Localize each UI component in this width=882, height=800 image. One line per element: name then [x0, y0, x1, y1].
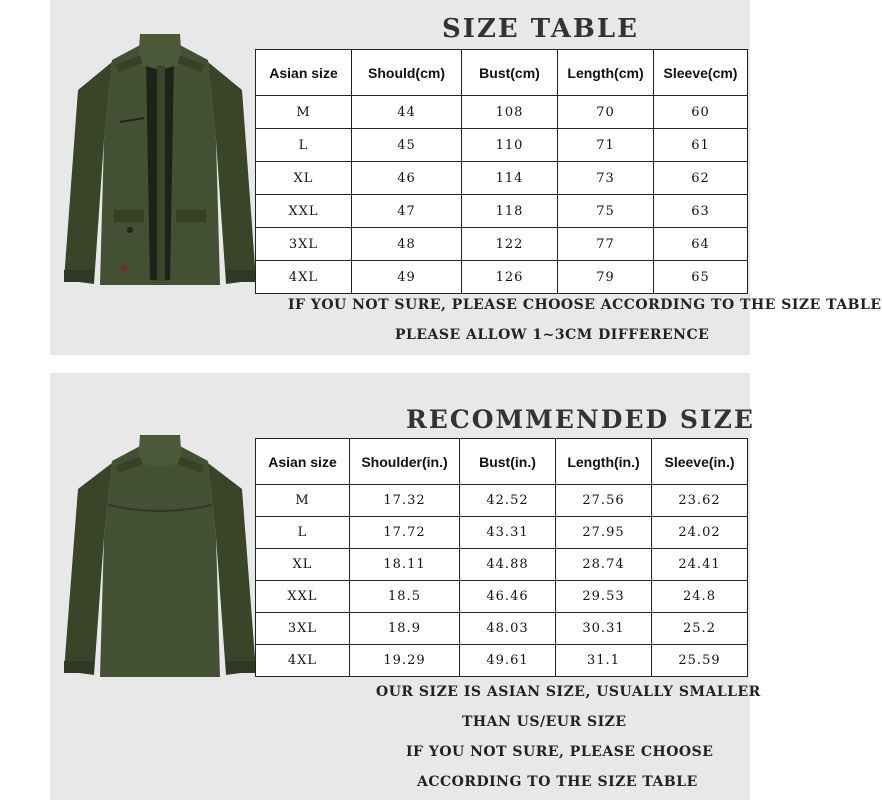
shoulder-cell: 18.9 [350, 613, 460, 645]
sleeve-cell: 25.2 [652, 613, 748, 645]
sleeve-cell: 24.41 [652, 549, 748, 581]
size-cell: XXL [256, 581, 350, 613]
size-cell: M [256, 485, 350, 517]
header-length: Length(cm) [558, 50, 654, 96]
recommended-size-table-in [255, 438, 748, 677]
recommended-note-2: THAN US/EUR SIZE [462, 714, 627, 730]
table-row [256, 517, 748, 549]
size-note-2: PLEASE ALLOW 1~3CM DIFFERENCE [395, 327, 710, 343]
header-bust: Bust(in.) [460, 439, 556, 485]
sleeve-cell: 24.8 [652, 581, 748, 613]
bust-cell: 48.03 [460, 613, 556, 645]
table-row [256, 228, 748, 261]
bust-cell: 46.46 [460, 581, 556, 613]
sleeve-cell: 25.59 [652, 645, 748, 677]
sleeve-cell: 60 [654, 96, 748, 129]
table-row [256, 581, 748, 613]
table-row [256, 485, 748, 517]
size-cell: XL [256, 162, 352, 195]
recommended-note-4: ACCORDING TO THE SIZE TABLE [417, 774, 698, 790]
bust-cell: 44.88 [460, 549, 556, 581]
bust-cell: 118 [462, 195, 558, 228]
size-cell: M [256, 96, 352, 129]
sleeve-cell: 63 [654, 195, 748, 228]
length-cell: 31.1 [556, 645, 652, 677]
sleeve-cell: 23.62 [652, 485, 748, 517]
sleeve-cell: 61 [654, 129, 748, 162]
size-cell: XXL [256, 195, 352, 228]
bust-cell: 43.31 [460, 517, 556, 549]
recommended-size-panel [50, 373, 761, 800]
length-cell: 27.95 [556, 517, 652, 549]
table-header-row [256, 50, 748, 96]
shoulder-cell: 47 [352, 195, 462, 228]
header-asian-size: Asian size [256, 439, 350, 485]
jacket-front-image [60, 30, 260, 295]
length-cell: 79 [558, 261, 654, 294]
length-cell: 73 [558, 162, 654, 195]
header-length: Length(in.) [556, 439, 652, 485]
size-note-1: IF YOU NOT SURE, PLEASE CHOOSE ACCORDING TO THE SIZE TABLE [288, 297, 882, 313]
sleeve-cell: 62 [654, 162, 748, 195]
size-cell: L [256, 517, 350, 549]
shoulder-cell: 17.72 [350, 517, 460, 549]
table-row [256, 645, 748, 677]
header-sleeve: Sleeve(cm) [654, 50, 748, 96]
length-cell: 75 [558, 195, 654, 228]
recommended-size-title: RECOMMENDED SIZE [406, 405, 755, 434]
size-cell: L [256, 129, 352, 162]
table-row [256, 549, 748, 581]
shoulder-cell: 18.5 [350, 581, 460, 613]
size-cell: 3XL [256, 228, 352, 261]
table-row [256, 261, 748, 294]
header-asian-size: Asian size [256, 50, 352, 96]
size-cell: 3XL [256, 613, 350, 645]
length-cell: 71 [558, 129, 654, 162]
shoulder-cell: 48 [352, 228, 462, 261]
size-table-panel [50, 0, 882, 355]
size-table-title: SIZE TABLE [442, 14, 639, 44]
length-cell: 77 [558, 228, 654, 261]
table-row [256, 129, 748, 162]
bust-cell: 122 [462, 228, 558, 261]
sleeve-cell: 65 [654, 261, 748, 294]
header-shoulder: Shoulder(in.) [350, 439, 460, 485]
shoulder-cell: 19.29 [350, 645, 460, 677]
bust-cell: 42.52 [460, 485, 556, 517]
sleeve-cell: 64 [654, 228, 748, 261]
length-cell: 27.56 [556, 485, 652, 517]
table-row [256, 162, 748, 195]
size-cell: XL [256, 549, 350, 581]
bust-cell: 126 [462, 261, 558, 294]
shoulder-cell: 44 [352, 96, 462, 129]
bust-cell: 49.61 [460, 645, 556, 677]
length-cell: 28.74 [556, 549, 652, 581]
header-bust: Bust(cm) [462, 50, 558, 96]
header-shoulder: Should(cm) [352, 50, 462, 96]
shoulder-cell: 46 [352, 162, 462, 195]
size-cell: 4XL [256, 261, 352, 294]
bust-cell: 114 [462, 162, 558, 195]
table-row [256, 96, 748, 129]
shoulder-cell: 45 [352, 129, 462, 162]
bust-cell: 110 [462, 129, 558, 162]
recommended-note-3: IF YOU NOT SURE, PLEASE CHOOSE [406, 744, 714, 760]
header-sleeve: Sleeve(in.) [652, 439, 748, 485]
length-cell: 29.53 [556, 581, 652, 613]
table-header-row [256, 439, 748, 485]
shoulder-cell: 49 [352, 261, 462, 294]
length-cell: 70 [558, 96, 654, 129]
size-table-cm [255, 49, 748, 294]
size-cell: 4XL [256, 645, 350, 677]
shoulder-cell: 17.32 [350, 485, 460, 517]
table-row [256, 613, 748, 645]
sleeve-cell: 24.02 [652, 517, 748, 549]
jacket-back-image [60, 433, 260, 683]
length-cell: 30.31 [556, 613, 652, 645]
recommended-note-1: OUR SIZE IS ASIAN SIZE, USUALLY SMALLER [376, 684, 761, 700]
table-row [256, 195, 748, 228]
shoulder-cell: 18.11 [350, 549, 460, 581]
bust-cell: 108 [462, 96, 558, 129]
